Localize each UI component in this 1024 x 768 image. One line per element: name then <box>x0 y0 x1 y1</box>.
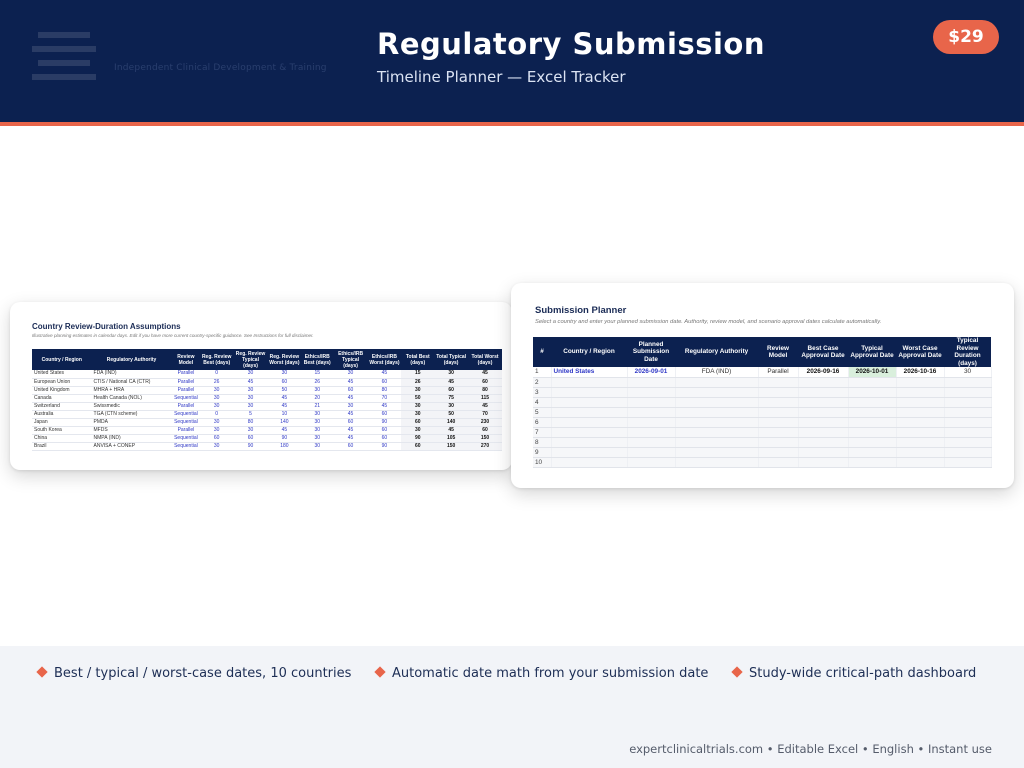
table-cell[interactable] <box>758 377 798 387</box>
feature-item <box>38 666 351 681</box>
table-cell[interactable]: 26 <box>401 378 434 386</box>
table-row <box>32 442 502 450</box>
column-header: Typical Approval Date <box>848 337 896 367</box>
table-cell[interactable]: FDA (IND) <box>92 370 172 378</box>
column-header: Ethics/IRB Worst (days) <box>368 349 402 370</box>
table-cell[interactable]: 30 <box>301 386 334 394</box>
table-cell[interactable]: 75 <box>434 394 468 402</box>
table-cell[interactable] <box>551 437 627 447</box>
table-cell[interactable]: NMPA (IND) <box>92 434 172 442</box>
table-cell[interactable]: 30 <box>301 442 334 450</box>
table-cell[interactable]: 60 <box>368 434 402 442</box>
table-cell[interactable] <box>944 437 991 447</box>
table-cell[interactable]: 45 <box>334 378 368 386</box>
table-cell[interactable] <box>944 397 991 407</box>
table-cell[interactable]: 30 <box>434 370 468 378</box>
table-cell[interactable]: Sequential <box>172 434 201 442</box>
table-cell[interactable]: 60 <box>401 442 434 450</box>
table-cell[interactable] <box>627 457 675 467</box>
column-header: Typical Review Duration (days) <box>944 337 991 367</box>
table-cell[interactable]: 30 <box>233 386 268 394</box>
table-cell[interactable]: 26 <box>301 378 334 386</box>
diamond-bullet-icon <box>731 666 742 677</box>
row-number: 9 <box>533 447 551 457</box>
table-cell[interactable] <box>675 407 758 417</box>
table-cell[interactable]: 30 <box>944 367 991 377</box>
table-cell[interactable]: United States <box>32 370 92 378</box>
column-header: Total Best (days) <box>401 349 434 370</box>
table-cell[interactable]: Parallel <box>758 367 798 377</box>
table-cell[interactable]: 20 <box>301 394 334 402</box>
table-cell[interactable]: 105 <box>434 434 468 442</box>
column-header: Ethics/IRB Typical (days) <box>334 349 368 370</box>
table-row <box>533 447 991 457</box>
table-cell[interactable]: 30 <box>200 402 233 410</box>
table-cell[interactable]: 2026-10-01 <box>848 367 896 377</box>
table-row <box>32 418 502 426</box>
table-cell[interactable]: 60 <box>334 418 368 426</box>
table-cell[interactable] <box>944 407 991 417</box>
row-number: 6 <box>533 417 551 427</box>
column-header: Reg. Review Worst (days) <box>268 349 301 370</box>
table-cell[interactable]: 30 <box>401 410 434 418</box>
column-header: Country / Region <box>551 337 627 367</box>
table-cell[interactable]: 30 <box>233 370 268 378</box>
table-cell[interactable]: 45 <box>233 378 268 386</box>
table-cell[interactable] <box>896 427 944 437</box>
table-cell[interactable]: 90 <box>233 442 268 450</box>
column-header: Total Worst (days) <box>468 349 502 370</box>
planner-note: Select a country and enter your planned submission date. Authority, review model, and scenario approval dates calculate automatically. <box>535 319 882 325</box>
table-cell[interactable] <box>675 387 758 397</box>
brand-tagline: Independent Clinical Development & Training <box>114 63 327 73</box>
table-cell[interactable] <box>675 417 758 427</box>
table-cell[interactable] <box>551 397 627 407</box>
table-cell[interactable]: Parallel <box>172 402 201 410</box>
column-header: Review Model <box>172 349 201 370</box>
table-cell[interactable]: Swissmedic <box>92 402 172 410</box>
table-cell[interactable] <box>627 387 675 397</box>
table-cell[interactable] <box>627 377 675 387</box>
planner-table <box>533 337 992 468</box>
row-number: 10 <box>533 457 551 467</box>
table-cell[interactable] <box>675 427 758 437</box>
column-header: # <box>533 337 551 367</box>
table-cell[interactable]: 60 <box>334 386 368 394</box>
table-cell[interactable]: 30 <box>200 418 233 426</box>
product-subtitle: Timeline Planner — Excel Tracker <box>377 68 626 86</box>
feature-text: Study-wide critical-path dashboard <box>749 666 977 681</box>
table-cell[interactable] <box>848 447 896 457</box>
table-cell[interactable] <box>758 397 798 407</box>
table-cell[interactable]: 30 <box>401 426 434 434</box>
table-cell[interactable]: 80 <box>233 418 268 426</box>
table-cell[interactable] <box>944 377 991 387</box>
table-cell[interactable]: PMDA <box>92 418 172 426</box>
table-cell[interactable]: 45 <box>368 370 402 378</box>
table-cell[interactable]: 26 <box>200 378 233 386</box>
table-cell[interactable]: 90 <box>368 418 402 426</box>
table-cell[interactable]: 45 <box>368 402 402 410</box>
table-cell[interactable] <box>551 387 627 397</box>
table-cell[interactable] <box>798 417 848 427</box>
table-cell[interactable]: Health Canada (NOL) <box>92 394 172 402</box>
table-cell[interactable]: 60 <box>200 434 233 442</box>
table-cell[interactable]: 60 <box>368 410 402 418</box>
table-cell[interactable]: 45 <box>334 410 368 418</box>
table-cell[interactable]: 30 <box>334 402 368 410</box>
table-cell[interactable]: TGA (CTN scheme) <box>92 410 172 418</box>
table-cell[interactable]: European Union <box>32 378 92 386</box>
table-cell[interactable] <box>896 417 944 427</box>
table-cell[interactable]: 270 <box>468 442 502 450</box>
table-row <box>533 397 991 407</box>
table-cell[interactable]: 60 <box>268 378 301 386</box>
table-cell[interactable]: Parallel <box>172 426 201 434</box>
table-cell[interactable]: 115 <box>468 394 502 402</box>
table-cell[interactable]: 45 <box>334 426 368 434</box>
table-cell[interactable]: 60 <box>233 434 268 442</box>
table-cell[interactable] <box>627 397 675 407</box>
table-cell[interactable] <box>848 427 896 437</box>
table-cell[interactable] <box>944 427 991 437</box>
table-cell[interactable] <box>944 417 991 427</box>
table-cell[interactable]: 60 <box>468 378 502 386</box>
table-cell[interactable]: 90 <box>401 434 434 442</box>
table-cell[interactable]: Japan <box>32 418 92 426</box>
table-cell[interactable]: 45 <box>434 426 468 434</box>
table-cell[interactable]: 15 <box>401 370 434 378</box>
table-cell[interactable]: ANVISA + CONEP <box>92 442 172 450</box>
table-cell[interactable]: 140 <box>434 418 468 426</box>
table-cell[interactable] <box>758 407 798 417</box>
row-number: 5 <box>533 407 551 417</box>
table-cell[interactable] <box>944 447 991 457</box>
column-header: Total Typical (days) <box>434 349 468 370</box>
table-cell[interactable]: 50 <box>434 410 468 418</box>
column-header: Best Case Approval Date <box>798 337 848 367</box>
table-row <box>533 457 991 467</box>
table-cell[interactable] <box>848 387 896 397</box>
column-header: Review Model <box>758 337 798 367</box>
row-number: 1 <box>533 367 551 377</box>
table-cell[interactable]: Sequential <box>172 442 201 450</box>
table-cell[interactable] <box>758 447 798 457</box>
row-number: 4 <box>533 397 551 407</box>
table-cell[interactable]: 140 <box>268 418 301 426</box>
table-row <box>32 434 502 442</box>
table-row <box>32 410 502 418</box>
table-cell[interactable]: 30 <box>301 418 334 426</box>
table-row <box>533 427 991 437</box>
table-cell[interactable] <box>798 407 848 417</box>
table-cell[interactable]: Parallel <box>172 378 201 386</box>
column-header: Ethics/IRB Best (days) <box>301 349 334 370</box>
table-cell[interactable]: 150 <box>468 434 502 442</box>
feature-footer <box>0 646 1024 768</box>
assumptions-table <box>32 349 502 451</box>
table-cell[interactable]: 60 <box>434 386 468 394</box>
table-cell[interactable] <box>896 387 944 397</box>
table-cell[interactable] <box>944 387 991 397</box>
table-cell[interactable]: Sequential <box>172 418 201 426</box>
table-cell[interactable]: 30 <box>200 386 233 394</box>
table-cell[interactable] <box>848 397 896 407</box>
table-cell[interactable]: 60 <box>334 442 368 450</box>
planner-header-row <box>533 337 991 367</box>
table-cell[interactable]: Sequential <box>172 410 201 418</box>
table-cell[interactable] <box>798 447 848 457</box>
table-cell[interactable] <box>848 417 896 427</box>
table-cell[interactable]: 15 <box>301 370 334 378</box>
table-cell[interactable] <box>944 457 991 467</box>
table-row <box>533 407 991 417</box>
row-number: 7 <box>533 427 551 437</box>
table-cell[interactable] <box>758 457 798 467</box>
table-cell[interactable] <box>551 447 627 457</box>
assumptions-title: Country Review-Duration Assumptions <box>32 322 181 331</box>
table-cell[interactable] <box>848 437 896 447</box>
table-cell[interactable] <box>627 437 675 447</box>
table-cell[interactable]: Switzerland <box>32 402 92 410</box>
table-cell[interactable] <box>896 377 944 387</box>
table-cell[interactable] <box>551 427 627 437</box>
table-cell[interactable] <box>848 407 896 417</box>
table-cell[interactable] <box>627 407 675 417</box>
table-cell[interactable]: 90 <box>268 434 301 442</box>
table-cell[interactable]: Sequential <box>172 394 201 402</box>
table-cell[interactable]: 50 <box>401 394 434 402</box>
column-header: Planned Submission Date <box>627 337 675 367</box>
table-cell[interactable]: 60 <box>468 426 502 434</box>
table-cell[interactable]: 30 <box>401 386 434 394</box>
table-cell[interactable] <box>798 387 848 397</box>
feature-item <box>733 666 976 681</box>
table-cell[interactable] <box>627 427 675 437</box>
column-header: Regulatory Authority <box>675 337 758 367</box>
feature-text: Automatic date math from your submission date <box>392 666 709 681</box>
table-cell[interactable] <box>675 437 758 447</box>
table-row <box>533 437 991 447</box>
table-cell[interactable]: 45 <box>268 394 301 402</box>
table-cell[interactable]: Parallel <box>172 386 201 394</box>
footer-meta: expertclinicaltrials.com • Editable Excel • English • Instant use <box>629 742 992 756</box>
table-cell[interactable]: United States <box>551 367 627 377</box>
table-cell[interactable]: 45 <box>268 426 301 434</box>
table-cell[interactable]: 30 <box>301 410 334 418</box>
price-badge[interactable]: $29 <box>933 20 999 54</box>
table-cell[interactable] <box>896 407 944 417</box>
assumptions-note: Illustrative planning estimates in calendar days. Edit if you have more current country-specific guidance. See Instructions for full disclaimer. <box>32 333 314 338</box>
table-cell[interactable]: MFDS <box>92 426 172 434</box>
table-cell[interactable]: 60 <box>368 378 402 386</box>
table-cell[interactable] <box>758 437 798 447</box>
table-cell[interactable]: Australia <box>32 410 92 418</box>
table-cell[interactable] <box>675 447 758 457</box>
table-row <box>533 367 991 377</box>
feature-text: Best / typical / worst-case dates, 10 countries <box>54 666 352 681</box>
table-cell[interactable]: United Kingdom <box>32 386 92 394</box>
table-cell[interactable]: 45 <box>468 402 502 410</box>
table-cell[interactable] <box>675 377 758 387</box>
table-cell[interactable]: China <box>32 434 92 442</box>
table-cell[interactable]: 21 <box>301 402 334 410</box>
table-cell[interactable]: 5 <box>233 410 268 418</box>
table-cell[interactable]: 80 <box>368 386 402 394</box>
table-cell[interactable]: 30 <box>301 426 334 434</box>
table-cell[interactable] <box>798 397 848 407</box>
table-cell[interactable]: 30 <box>200 426 233 434</box>
table-cell[interactable]: 30 <box>233 402 268 410</box>
table-cell[interactable]: Parallel <box>172 370 201 378</box>
table-cell[interactable]: 0 <box>200 410 233 418</box>
table-cell[interactable] <box>798 437 848 447</box>
table-cell[interactable] <box>551 377 627 387</box>
table-cell[interactable]: 90 <box>368 442 402 450</box>
planner-sheet-preview <box>511 283 1014 488</box>
assumptions-sheet-preview <box>10 302 512 470</box>
table-cell[interactable] <box>896 397 944 407</box>
table-cell[interactable]: 0 <box>200 370 233 378</box>
table-cell[interactable] <box>848 457 896 467</box>
table-cell[interactable] <box>551 457 627 467</box>
header-accent-stripe <box>0 122 1024 126</box>
table-cell[interactable] <box>627 417 675 427</box>
table-cell[interactable]: South Korea <box>32 426 92 434</box>
table-cell[interactable] <box>896 437 944 447</box>
row-number: 8 <box>533 437 551 447</box>
feature-item <box>376 666 708 681</box>
hero-header <box>0 0 1024 122</box>
table-cell[interactable]: 30 <box>401 402 434 410</box>
table-cell[interactable]: Canada <box>32 394 92 402</box>
table-cell[interactable]: CTIS / National CA (CTR) <box>92 378 172 386</box>
column-header: Worst Case Approval Date <box>896 337 944 367</box>
table-cell[interactable]: 230 <box>468 418 502 426</box>
table-cell[interactable]: 2026-10-16 <box>896 367 944 377</box>
table-cell[interactable] <box>896 447 944 457</box>
table-cell[interactable]: 30 <box>334 370 368 378</box>
table-row <box>32 378 502 386</box>
table-cell[interactable]: 150 <box>434 442 468 450</box>
table-row <box>32 394 502 402</box>
table-cell[interactable]: MHRA + HRA <box>92 386 172 394</box>
table-cell[interactable]: 50 <box>268 386 301 394</box>
product-title: Regulatory Submission <box>377 27 765 61</box>
table-cell[interactable] <box>675 457 758 467</box>
planner-title: Submission Planner <box>535 305 627 316</box>
table-cell[interactable]: 45 <box>468 370 502 378</box>
table-cell[interactable]: 30 <box>233 426 268 434</box>
row-number: 2 <box>533 377 551 387</box>
column-header: Reg. Review Best (days) <box>200 349 233 370</box>
table-cell[interactable] <box>758 427 798 437</box>
column-header: Regulatory Authority <box>92 349 172 370</box>
column-header: Reg. Review Typical (days) <box>233 349 268 370</box>
table-cell[interactable] <box>551 407 627 417</box>
table-cell[interactable]: 180 <box>268 442 301 450</box>
table-cell[interactable] <box>758 387 798 397</box>
table-cell[interactable]: 2026-09-16 <box>798 367 848 377</box>
assumptions-header-row <box>32 349 502 370</box>
table-cell[interactable]: 70 <box>468 410 502 418</box>
table-cell[interactable] <box>627 447 675 457</box>
table-cell[interactable]: 45 <box>268 402 301 410</box>
table-cell[interactable]: 30 <box>301 434 334 442</box>
table-cell[interactable] <box>896 457 944 467</box>
table-row <box>533 417 991 427</box>
table-cell[interactable]: 30 <box>434 402 468 410</box>
table-cell[interactable] <box>798 377 848 387</box>
table-cell[interactable]: 60 <box>401 418 434 426</box>
diamond-bullet-icon <box>36 666 47 677</box>
table-cell[interactable]: 30 <box>200 442 233 450</box>
table-cell[interactable]: 80 <box>468 386 502 394</box>
table-row <box>32 370 502 378</box>
table-cell[interactable]: 2026-09-01 <box>627 367 675 377</box>
table-cell[interactable]: 60 <box>368 426 402 434</box>
table-cell[interactable]: 45 <box>434 378 468 386</box>
table-cell[interactable]: 45 <box>334 434 368 442</box>
table-cell[interactable] <box>551 417 627 427</box>
table-cell[interactable] <box>798 427 848 437</box>
table-cell[interactable]: 30 <box>233 394 268 402</box>
column-header: Country / Region <box>32 349 92 370</box>
table-cell[interactable]: 30 <box>268 370 301 378</box>
table-cell[interactable]: 70 <box>368 394 402 402</box>
table-cell[interactable]: 45 <box>334 394 368 402</box>
table-row <box>32 426 502 434</box>
table-cell[interactable] <box>675 397 758 407</box>
table-row <box>533 387 991 397</box>
brand-logo <box>28 28 100 90</box>
table-cell[interactable] <box>798 457 848 467</box>
table-row <box>533 377 991 387</box>
diamond-bullet-icon <box>374 666 385 677</box>
table-row <box>32 386 502 394</box>
table-cell[interactable] <box>848 377 896 387</box>
table-cell[interactable]: 30 <box>200 394 233 402</box>
table-cell[interactable] <box>758 417 798 427</box>
table-cell[interactable]: 10 <box>268 410 301 418</box>
table-cell[interactable]: Brazil <box>32 442 92 450</box>
row-number: 3 <box>533 387 551 397</box>
table-row <box>32 402 502 410</box>
table-cell[interactable]: FDA (IND) <box>675 367 758 377</box>
